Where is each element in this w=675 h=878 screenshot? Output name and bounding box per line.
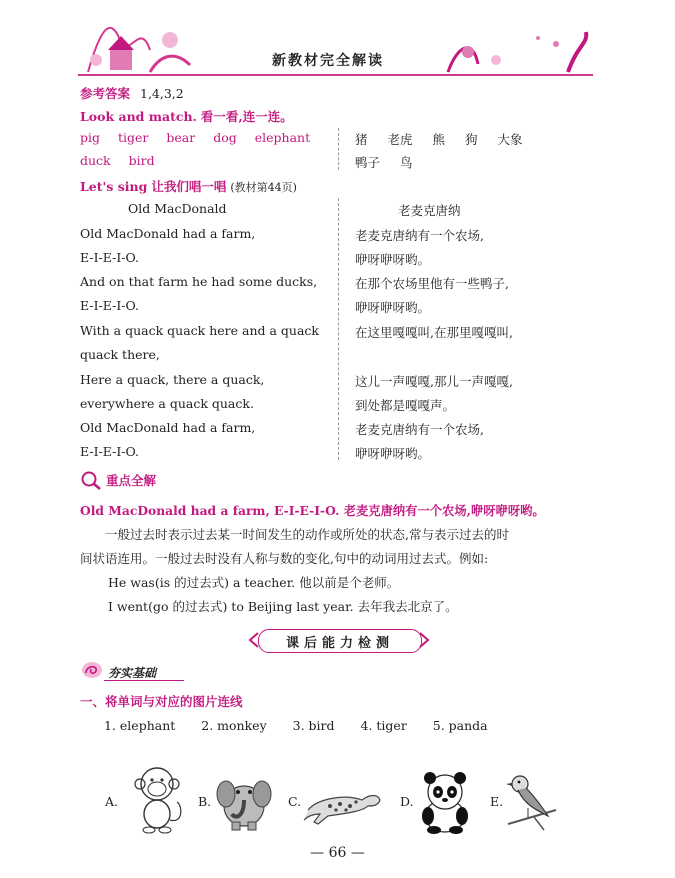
key-points-paragraph-1: 一般过去时表示过去某一时间发生的动作或所处的状态,常与表示过去的时	[105, 527, 509, 542]
banner-ornament-right	[418, 631, 432, 649]
look-match-en-row2	[80, 153, 155, 168]
picture-label-b: B.	[198, 794, 212, 809]
sing-heading-en: Let's sing	[80, 179, 148, 194]
song-line-en: everywhere a quack quack.	[80, 396, 254, 411]
panda-icon	[416, 770, 474, 834]
word-list	[104, 718, 488, 733]
song-title-en: Old MacDonald	[128, 201, 227, 216]
word: dog	[213, 130, 237, 145]
song-line-en: Old MacDonald had a farm,	[80, 420, 256, 435]
exercise-banner-label: 课后能力检测	[285, 635, 394, 651]
picture-label-a: A.	[105, 794, 119, 809]
look-match-heading-en: Look and match.	[80, 109, 197, 124]
section-underline	[104, 680, 184, 681]
picture-label-e: E.	[490, 794, 504, 809]
word: duck	[80, 153, 111, 168]
song-line-cn: 老麦克唐纳有一个农场,	[355, 422, 484, 437]
look-match-heading	[80, 107, 293, 125]
song-line-cn: 到处都是嘎嘎声。	[355, 398, 456, 413]
word: tiger	[118, 130, 149, 145]
song-line-cn: 咿呀咿呀哟。	[355, 300, 431, 315]
song-divider	[338, 198, 339, 460]
song-line-cn: 在这里嘎嘎叫,在那里嘎嘎叫,	[355, 325, 513, 340]
word-item: 1. elephant	[104, 718, 176, 733]
page-number: — 66 —	[310, 845, 365, 861]
word-item: 4. tiger	[360, 718, 407, 733]
word-item: 3. bird	[292, 718, 335, 733]
header-divider	[78, 74, 593, 76]
song-line-cn: 这儿一声嘎嘎,那儿一声嘎嘎,	[355, 374, 513, 389]
answer-label: 参考答案	[80, 86, 131, 101]
picture-label-d: D.	[400, 794, 414, 809]
word: 鸭子	[355, 155, 381, 170]
sing-heading-cn: 让我们唱一唱	[151, 179, 227, 194]
word: elephant	[254, 130, 311, 145]
monkey-icon	[127, 762, 187, 834]
key-points-example-2: I went(go 的过去式) to Beijing last year. 去年我去北京了。	[108, 599, 458, 614]
song-line-cn: 咿呀咿呀哟。	[355, 252, 431, 267]
look-match-divider	[338, 128, 339, 170]
word: pig	[80, 130, 101, 145]
song-line-cn: 咿呀咿呀哟。	[355, 446, 431, 461]
header-decoration-right	[438, 24, 598, 76]
leopard-icon	[300, 780, 382, 826]
look-match-heading-cn: 看一看,连一连。	[200, 109, 293, 124]
word: 老虎	[387, 132, 413, 147]
key-points-example-1: He was(is 的过去式) a teacher. 他以前是个老师。	[108, 575, 400, 590]
word: 猪	[355, 132, 368, 147]
song-line-cn: 老麦克唐纳有一个农场,	[355, 228, 484, 243]
song-line-en: Here a quack, there a quack,	[80, 372, 265, 387]
elephant-icon	[214, 768, 272, 832]
word: 狗	[465, 132, 478, 147]
song-line-en: E-I-E-I-O.	[80, 298, 139, 313]
song-line-en: With a quack quack here and a quack	[80, 323, 319, 338]
word: bear	[166, 130, 196, 145]
song-line-en: E-I-E-I-O.	[80, 250, 139, 265]
key-points-heading: 重点全解	[106, 473, 157, 488]
exercise-banner	[258, 629, 422, 653]
bird-icon	[504, 770, 560, 832]
song-line-en: E-I-E-I-O.	[80, 444, 139, 459]
key-points-header	[80, 470, 156, 490]
answer-value: 1,4,3,2	[140, 86, 184, 101]
song-title-cn: 老麦克唐纳	[398, 203, 461, 218]
word: bird	[128, 153, 155, 168]
song-line-cn: 在那个农场里他有一些鸭子,	[355, 276, 509, 291]
song-line-en: Old MacDonald had a farm,	[80, 226, 256, 241]
word: 大象	[497, 132, 523, 147]
word: 熊	[432, 132, 446, 147]
word-item: 5. panda	[432, 718, 488, 733]
song-line-en: And on that farm he had some ducks,	[80, 274, 318, 289]
question-1-title: 一、将单词与对应的图片连线	[80, 694, 243, 709]
song-line-en: quack there,	[80, 347, 160, 362]
sing-heading	[80, 177, 297, 195]
header-title: 新教材完全解读	[272, 53, 384, 69]
key-points-sentence: Old MacDonald had a farm, E-I-E-I-O. 老麦克唐纳有一个农场,咿呀咿呀哟。	[80, 503, 545, 518]
section-header	[80, 659, 156, 681]
sing-reference: (教材第44页)	[230, 181, 297, 194]
look-match-cn-row2	[355, 153, 413, 171]
word-item: 2. monkey	[201, 718, 267, 733]
answer-line	[80, 84, 184, 102]
section-heading: 夯实基础	[108, 666, 157, 680]
word: 鸟	[400, 155, 413, 170]
magnifier-icon	[80, 470, 102, 490]
look-match-cn-row1	[355, 130, 523, 148]
picture-label-c: C.	[288, 794, 302, 809]
swirl-icon	[80, 659, 104, 681]
key-points-paragraph-2: 间状语连用。一般过去时没有人称与数的变化,句中的动词用过去式。例如:	[80, 551, 489, 566]
look-match-en-row1	[80, 130, 310, 145]
header-decoration-left	[80, 10, 200, 76]
